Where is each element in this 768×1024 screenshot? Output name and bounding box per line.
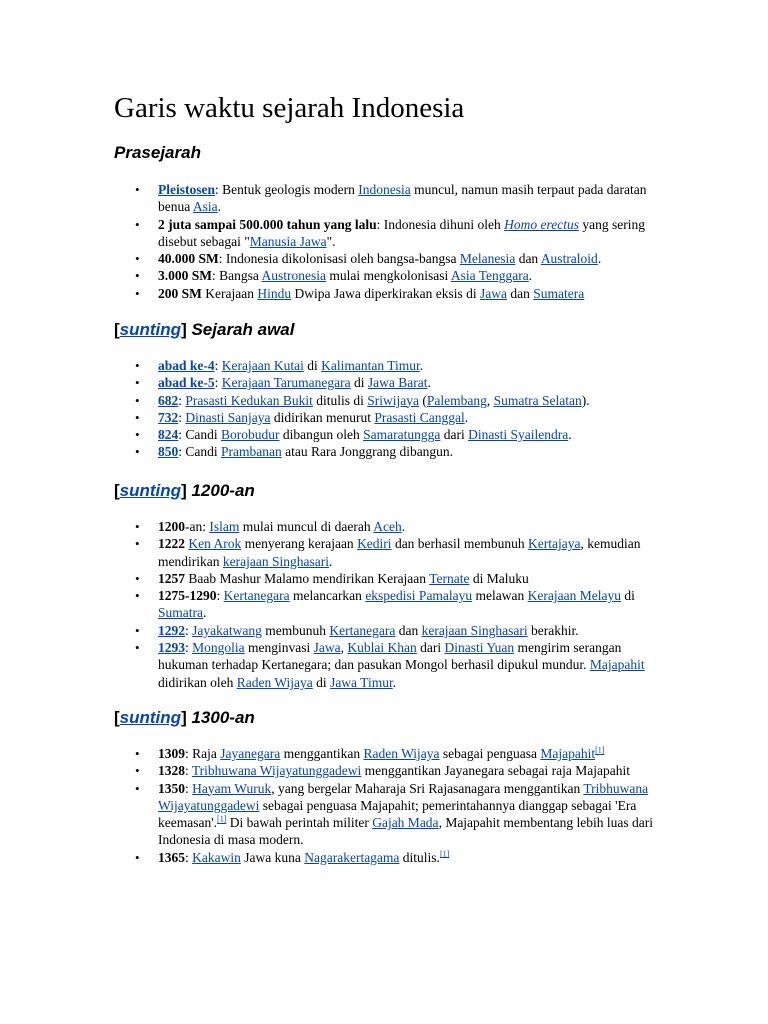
section-heading-1300an: [sunting] 1300-an [114, 708, 255, 727]
section-title: Sejarah awal [191, 320, 295, 339]
list-item: • 1257 Baab Mashur Malamo mendirikan Kerajaan Ternate di Maluku [114, 570, 654, 587]
article-link[interactable]: Kertanegara [223, 588, 290, 604]
article-link[interactable]: abad ke-5 [158, 375, 215, 391]
reference-link[interactable]: [1] [439, 849, 450, 859]
article-link[interactable]: Jawa Timur [330, 674, 393, 690]
article-link[interactable]: Kalimantan Timur [321, 358, 420, 373]
article-link[interactable]: Dinasti Sanjaya [185, 409, 271, 425]
list-item: • 1275-1290: Kertanegara melancarkan ekspedisi Pamalayu melawan Kerajaan Melayu di Sumatra. [114, 587, 654, 622]
list-1300an [114, 745, 654, 866]
date-label: 1275-1290 [158, 588, 217, 604]
list-item: • 3.000 SM: Bangsa Austronesia mulai mengkolonisasi Asia Tenggara. [114, 267, 654, 284]
list-item: • 1293: Mongolia menginvasi Jawa, Kublai Khan dari Dinasti Yuan mengirim serangan hukuman terhadap Kertanegara; dan pasukan Mongol berhasil dipukul mundur. Majapahit didirikan oleh Raden Wijaya di Jawa Timur. [114, 639, 654, 691]
section-heading-1200an: [sunting] 1200-an [114, 481, 255, 500]
article-link[interactable]: Kerajaan Kutai [221, 358, 304, 373]
article-link[interactable]: Samaratungga [363, 427, 441, 443]
list-sejarah-awal [114, 357, 654, 461]
list-item: • abad ke-5: Kerajaan Tarumanegara di Jawa Barat. [114, 374, 654, 391]
list-1200an [114, 518, 654, 691]
article-link[interactable]: Austronesia [261, 268, 326, 284]
date-label: 200 SM [158, 285, 202, 301]
reference-link[interactable]: [1] [595, 745, 605, 755]
article-link[interactable]: Asia Tenggara [450, 268, 529, 284]
list-item: • 40.000 SM: Indonesia dikolonisasi oleh bangsa-bangsa Melanesia dan Australoid. [114, 250, 654, 267]
article-link[interactable]: Kertajaya [528, 536, 581, 552]
article-link[interactable]: Tribhuwana Wijayatunggadewi [158, 780, 649, 813]
reference-sup [440, 849, 449, 858]
article-link[interactable]: Palembang [426, 392, 487, 408]
article-link[interactable]: Kublai Khan [347, 640, 417, 656]
date-label: 1257 [158, 570, 185, 586]
article-link[interactable]: Ken Arok [188, 536, 242, 552]
list-item: • 1292: Jayakatwang membunuh Kertanegara dan kerajaan Singhasari berakhir. [114, 622, 654, 639]
article-link[interactable]: Hayam Wuruk [192, 780, 272, 796]
list-item: • Pleistosen: Bentuk geologis modern Indonesia muncul, namun masih terpaut pada daratan benua Asia. [114, 181, 654, 216]
article-link[interactable]: Jawa [313, 640, 341, 656]
date-label: 1328 [158, 763, 185, 779]
article-link[interactable]: Jawa Barat [367, 375, 428, 391]
reference-link[interactable]: [1] [217, 814, 227, 824]
list-item: • 1309: Raja Jayanegara menggantikan Raden Wijaya sebagai penguasa Majapahit[1] [114, 745, 654, 762]
article-link[interactable]: Gajah Mada [372, 815, 439, 831]
list-item: • 2 juta sampai 500.000 tahun yang lalu: Indonesia dihuni oleh Homo erectus yang sering disebut sebagai "Manusia Jawa". [114, 216, 654, 251]
date-label: 1200 [158, 519, 185, 534]
edit-link[interactable]: sunting [119, 481, 182, 500]
edit-link[interactable]: sunting [119, 708, 182, 727]
list-item: • 682: Prasasti Kedukan Bukit ditulis di Sriwijaya (Palembang, Sumatra Selatan). [114, 392, 654, 409]
date-label: 1350 [158, 780, 185, 796]
list-prasejarah [114, 181, 654, 302]
section-heading-prasejarah [114, 142, 201, 164]
article-link[interactable]: Raden Wijaya [236, 674, 313, 690]
list-item: • 1350: Hayam Wuruk, yang bergelar Maharaja Sri Rajasanagara menggantikan Tribhuwana Wijayatunggadewi sebagai penguasa Majapahit; pemerintahannya dianggap sebagai 'Era keemasan'.[1] Di bawah perintah militer Gajah Mada, Majapahit membentang lebih luas dari Indonesia di masa modern. [114, 780, 654, 849]
article-link[interactable]: Ternate [429, 570, 470, 586]
article-link[interactable]: 732 [158, 409, 179, 425]
article-link[interactable]: Nagarakertagama [304, 849, 400, 865]
article-link[interactable]: 1293 [158, 640, 185, 656]
article-link[interactable]: 1292 [158, 622, 185, 638]
list-item: • 1365: Kakawin Jawa kuna Nagarakertagama ditulis.[1] [114, 849, 654, 866]
article-link[interactable]: Dinasti Syailendra [468, 427, 569, 443]
article-link[interactable]: Dinasti Yuan [444, 640, 515, 656]
article-link[interactable]: Sumatera [533, 285, 585, 301]
section-heading-sejarah-awal: [sunting] Sejarah awal [114, 320, 295, 339]
section-title: 1300-an [191, 708, 255, 727]
article-link[interactable]: ekspedisi Pamalayu [365, 588, 473, 604]
date-label: 40.000 SM [158, 251, 219, 267]
article-link[interactable]: Pleistosen [158, 182, 215, 197]
list-item: • 1222 Ken Arok menyerang kerajaan Kediri dan berhasil membunuh Kertajaya, kemudian mendirikan kerajaan Singhasari. [114, 535, 654, 570]
article-link[interactable]: kerajaan Singhasari [222, 553, 329, 569]
list-item: • abad ke-4: Kerajaan Kutai di Kalimantan Timur. [114, 357, 654, 374]
article-link[interactable]: Prasasti Canggal [374, 409, 465, 425]
article-link[interactable]: Tribhuwana Wijayatunggadewi [191, 763, 362, 779]
article-link[interactable]: Aceh [373, 519, 402, 534]
article-link[interactable]: Sumatra Selatan [493, 392, 582, 408]
date-label: 1222 [158, 536, 185, 552]
date-label: 2 juta sampai 500.000 tahun yang lalu [158, 216, 377, 232]
article-link[interactable]: Homo erectus [504, 216, 580, 232]
date-label: 1365 [158, 849, 185, 865]
article-link[interactable]: Majapahit [589, 657, 645, 673]
article-link[interactable]: Asia [192, 199, 218, 215]
article-link[interactable]: abad ke-4 [158, 358, 215, 373]
article-link[interactable]: Prambanan [221, 444, 282, 460]
article-link[interactable]: Melanesia [459, 251, 516, 267]
article-link[interactable]: Australoid [540, 251, 598, 267]
date-label: 3.000 SM [158, 268, 212, 284]
article-link[interactable]: Majapahit [540, 746, 596, 761]
date-label: 1309 [158, 746, 185, 761]
article-link[interactable]: Sriwijaya [367, 392, 420, 408]
section-title: Prasejarah [114, 143, 201, 162]
article-link[interactable]: Mongolia [192, 640, 245, 656]
list-item: • 824: Candi Borobudur dibangun oleh Samaratungga dari Dinasti Syailendra. [114, 426, 654, 443]
article-link[interactable]: Jawa [480, 285, 508, 301]
page-title: Garis waktu sejarah Indonesia [114, 92, 465, 124]
article-link[interactable]: Kediri [357, 536, 392, 552]
article-link[interactable]: Islam [209, 519, 240, 534]
article-link[interactable]: Manusia Jawa [249, 233, 327, 249]
article-link[interactable]: Kerajaan Melayu [527, 588, 621, 604]
article-link[interactable]: Kertanegara [329, 622, 396, 638]
reference-sup [217, 815, 226, 824]
list-item: • 850: Candi Prambanan atau Rara Jonggrang dibangun. [114, 443, 654, 460]
list-item: • 1200-an: Islam mulai muncul di daerah Aceh. [114, 518, 654, 535]
list-item: • 732: Dinasti Sanjaya didirikan menurut Prasasti Canggal. [114, 409, 654, 426]
edit-link[interactable]: sunting [119, 320, 182, 339]
article-link[interactable]: Sumatra [158, 605, 203, 621]
article-link[interactable]: Hindu [257, 285, 292, 301]
article-link[interactable]: Borobudur [221, 427, 280, 443]
article-link[interactable]: Jayakatwang [192, 622, 262, 638]
article-link[interactable]: Prasasti Kedukan Bukit [185, 392, 313, 408]
article-link[interactable]: 850 [158, 444, 179, 460]
article-link[interactable]: kerajaan Singhasari [421, 622, 528, 638]
article-link[interactable]: 824 [158, 427, 179, 443]
article-link[interactable]: Kerajaan Tarumanegara [221, 375, 351, 391]
reference-sup [595, 746, 604, 755]
list-item: • 200 SM Kerajaan Hindu Dwipa Jawa diperkirakan eksis di Jawa dan Sumatera [114, 285, 654, 302]
article-link[interactable]: Raden Wijaya [363, 746, 440, 761]
list-item: • 1328: Tribhuwana Wijayatunggadewi menggantikan Jayanegara sebagai raja Majapahit [114, 762, 654, 779]
article-link[interactable]: Jayanegara [220, 746, 281, 761]
article-link[interactable]: Kakawin [192, 849, 241, 865]
section-title: 1200-an [191, 481, 255, 500]
article-link[interactable]: 682 [158, 392, 179, 408]
article-link[interactable]: Indonesia [358, 182, 411, 197]
